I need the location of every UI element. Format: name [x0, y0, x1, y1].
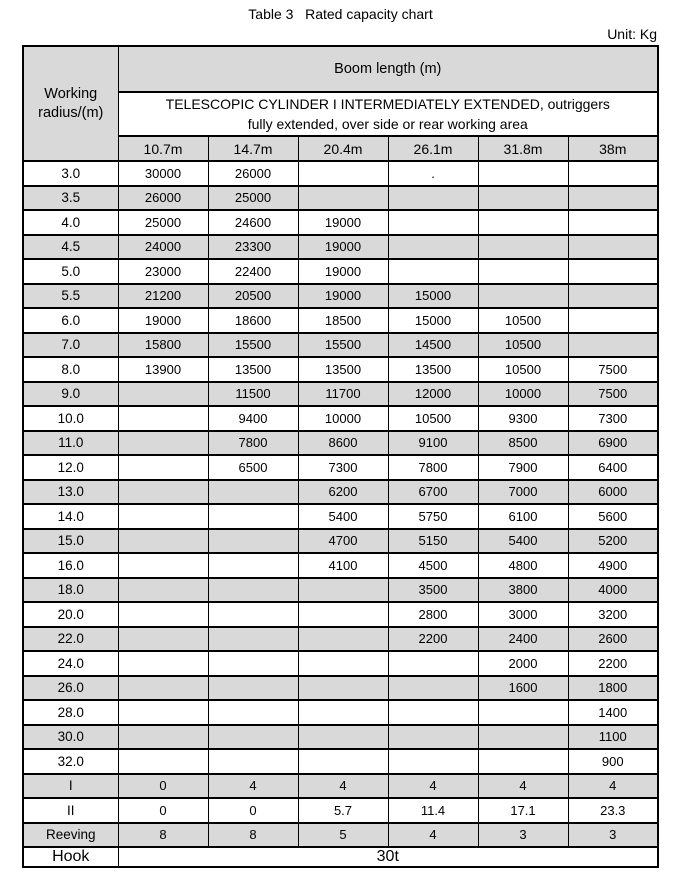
capacity-cell	[568, 210, 658, 235]
capacity-cell: 5.7	[298, 798, 388, 823]
capacity-cell	[478, 186, 568, 211]
capacity-cell	[208, 553, 298, 578]
capacity-cell: 17.1	[478, 798, 568, 823]
capacity-cell: 7900	[478, 455, 568, 480]
capacity-cell	[568, 284, 658, 309]
capacity-cell	[298, 676, 388, 701]
capacity-cell: 22400	[208, 259, 298, 284]
capacity-cell: 19000	[298, 210, 388, 235]
row-label: 5.0	[23, 259, 118, 284]
row-label: 16.0	[23, 553, 118, 578]
capacity-cell: 13500	[298, 357, 388, 382]
capacity-cell: 8	[208, 823, 298, 848]
table-row	[23, 676, 658, 701]
capacity-cell	[208, 529, 298, 554]
capacity-cell	[478, 235, 568, 260]
table-row	[23, 578, 658, 603]
capacity-cell: 5200	[568, 529, 658, 554]
unit-label: Unit: Kg	[607, 26, 657, 42]
capacity-cell	[388, 725, 478, 750]
row-label: Reeving	[23, 823, 118, 848]
capacity-cell: 24600	[208, 210, 298, 235]
capacity-cell: 30000	[118, 161, 208, 186]
table-row	[23, 823, 658, 848]
capacity-cell	[298, 749, 388, 774]
capacity-cell: 8600	[298, 431, 388, 456]
capacity-cell: 15000	[388, 308, 478, 333]
capacity-cell	[118, 382, 208, 407]
row-label: 15.0	[23, 529, 118, 554]
capacity-cell: 5400	[478, 529, 568, 554]
capacity-cell: 10500	[478, 333, 568, 358]
row-label: 12.0	[23, 455, 118, 480]
row-label: 13.0	[23, 480, 118, 505]
table-row	[23, 333, 658, 358]
capacity-cell: 1100	[568, 725, 658, 750]
capacity-cell	[118, 553, 208, 578]
capacity-cell: 4	[388, 823, 478, 848]
capacity-cell: 4	[298, 774, 388, 799]
capacity-cell	[118, 651, 208, 676]
capacity-cell: 18500	[298, 308, 388, 333]
capacity-cell: 19000	[298, 284, 388, 309]
boom-col-header-14-7: 14.7m	[208, 136, 298, 161]
capacity-cell: 0	[118, 798, 208, 823]
boom-col-header-38: 38m	[568, 136, 658, 161]
capacity-cell: 2600	[568, 627, 658, 652]
capacity-cell: 900	[568, 749, 658, 774]
table-row	[23, 161, 658, 186]
rated-capacity-table	[22, 45, 659, 868]
capacity-cell	[118, 676, 208, 701]
capacity-cell	[298, 651, 388, 676]
capacity-cell: 4	[388, 774, 478, 799]
capacity-cell: 21200	[118, 284, 208, 309]
capacity-cell	[388, 210, 478, 235]
capacity-cell: 5150	[388, 529, 478, 554]
capacity-cell: 5	[298, 823, 388, 848]
capacity-cell	[298, 700, 388, 725]
capacity-cell	[388, 676, 478, 701]
capacity-cell: 7300	[298, 455, 388, 480]
capacity-cell	[118, 700, 208, 725]
boom-col-header-31-8: 31.8m	[478, 136, 568, 161]
capacity-cell: 26000	[208, 161, 298, 186]
capacity-cell	[388, 235, 478, 260]
operating-condition-cell	[118, 92, 658, 136]
capacity-cell	[568, 186, 658, 211]
capacity-cell: 1400	[568, 700, 658, 725]
table-row	[23, 602, 658, 627]
capacity-cell: 6500	[208, 455, 298, 480]
capacity-cell: 9100	[388, 431, 478, 456]
capacity-cell: 3	[478, 823, 568, 848]
capacity-cell: 5400	[298, 504, 388, 529]
capacity-cell: 7800	[388, 455, 478, 480]
capacity-cell: 2000	[478, 651, 568, 676]
capacity-cell	[568, 161, 658, 186]
capacity-cell	[388, 259, 478, 284]
capacity-cell: 0	[208, 798, 298, 823]
condition-line-2: fully extended, over side or rear working area	[247, 116, 528, 132]
capacity-cell: 9400	[208, 406, 298, 431]
capacity-cell: 4800	[478, 553, 568, 578]
table-row	[23, 480, 658, 505]
table-row	[23, 382, 658, 407]
capacity-cell: 9300	[478, 406, 568, 431]
hook-row	[23, 847, 658, 867]
capacity-cell: 18600	[208, 308, 298, 333]
capacity-cell	[568, 333, 658, 358]
capacity-cell: 11700	[298, 382, 388, 407]
capacity-cell: 8500	[478, 431, 568, 456]
capacity-cell: 0	[118, 774, 208, 799]
row-label: 24.0	[23, 651, 118, 676]
capacity-cell	[478, 161, 568, 186]
capacity-cell	[208, 651, 298, 676]
table-row	[23, 798, 658, 823]
capacity-cell: 25000	[118, 210, 208, 235]
row-label: 20.0	[23, 602, 118, 627]
capacity-cell	[208, 480, 298, 505]
table-row	[23, 406, 658, 431]
capacity-cell: 3800	[478, 578, 568, 603]
capacity-cell	[478, 210, 568, 235]
table-row	[23, 749, 658, 774]
boom-col-header-20-4: 20.4m	[298, 136, 388, 161]
capacity-cell: 13500	[208, 357, 298, 382]
table-row	[23, 357, 658, 382]
capacity-cell	[118, 749, 208, 774]
capacity-cell: 6000	[568, 480, 658, 505]
capacity-cell: 19000	[298, 259, 388, 284]
row-label: 30.0	[23, 725, 118, 750]
capacity-cell: 4000	[568, 578, 658, 603]
capacity-cell: 15500	[298, 333, 388, 358]
capacity-cell: 7000	[478, 480, 568, 505]
capacity-cell	[388, 749, 478, 774]
capacity-cell: 13900	[118, 357, 208, 382]
capacity-cell	[118, 725, 208, 750]
capacity-cell	[298, 627, 388, 652]
capacity-cell	[118, 529, 208, 554]
capacity-cell: 4	[568, 774, 658, 799]
capacity-cell	[118, 455, 208, 480]
boom-col-header-26-1: 26.1m	[388, 136, 478, 161]
working-radius-header: Working radius/(m)	[23, 46, 118, 161]
table-row	[23, 259, 658, 284]
table-row	[23, 627, 658, 652]
hook-capacity-cell: 30t	[118, 847, 658, 867]
capacity-cell: 15800	[118, 333, 208, 358]
capacity-cell: 23300	[208, 235, 298, 260]
row-label: 22.0	[23, 627, 118, 652]
table-row	[23, 284, 658, 309]
capacity-cell	[568, 308, 658, 333]
table-row	[23, 529, 658, 554]
row-label: 8.0	[23, 357, 118, 382]
table-row	[23, 553, 658, 578]
capacity-cell: 7500	[568, 357, 658, 382]
capacity-cell	[478, 749, 568, 774]
capacity-cell: .	[388, 161, 478, 186]
capacity-cell	[208, 725, 298, 750]
row-label: 18.0	[23, 578, 118, 603]
capacity-cell: 4	[478, 774, 568, 799]
capacity-cell: 2200	[388, 627, 478, 652]
condition-line-1: TELESCOPIC CYLINDER I INTERMEDIATELY EXTENDED, outriggers	[165, 95, 610, 112]
row-label: 6.0	[23, 308, 118, 333]
capacity-cell: 4	[208, 774, 298, 799]
capacity-cell: 2800	[388, 602, 478, 627]
table-row	[23, 504, 658, 529]
capacity-cell: 12000	[388, 382, 478, 407]
capacity-cell	[118, 504, 208, 529]
header-row-boom	[23, 46, 658, 92]
capacity-cell	[478, 259, 568, 284]
capacity-cell: 7300	[568, 406, 658, 431]
capacity-cell	[118, 431, 208, 456]
capacity-cell	[208, 749, 298, 774]
capacity-cell	[208, 676, 298, 701]
boom-length-header: Boom length (m)	[118, 46, 658, 92]
capacity-cell	[118, 480, 208, 505]
capacity-cell: 10000	[478, 382, 568, 407]
capacity-cell: 3000	[478, 602, 568, 627]
table-row	[23, 774, 658, 799]
capacity-cell: 11.4	[388, 798, 478, 823]
capacity-cell: 4100	[298, 553, 388, 578]
boom-col-header-10-7: 10.7m	[118, 136, 208, 161]
capacity-cell	[298, 186, 388, 211]
capacity-cell	[118, 578, 208, 603]
capacity-cell	[208, 602, 298, 627]
capacity-cell	[568, 259, 658, 284]
capacity-cell: 7800	[208, 431, 298, 456]
capacity-cell: 24000	[118, 235, 208, 260]
capacity-cell: 19000	[118, 308, 208, 333]
row-label: I	[23, 774, 118, 799]
row-label: 3.0	[23, 161, 118, 186]
table-title: Table 3 Rated capacity chart	[248, 6, 433, 22]
table-row	[23, 235, 658, 260]
capacity-cell: 6900	[568, 431, 658, 456]
capacity-cell	[208, 504, 298, 529]
row-label: 10.0	[23, 406, 118, 431]
capacity-cell: 10500	[478, 357, 568, 382]
capacity-cell: 4500	[388, 553, 478, 578]
capacity-cell: 15000	[388, 284, 478, 309]
capacity-cell	[478, 725, 568, 750]
hook-row-label: Hook	[23, 847, 118, 867]
capacity-table-body	[23, 161, 658, 847]
header-row-condition	[23, 92, 658, 136]
capacity-cell	[388, 700, 478, 725]
capacity-cell	[208, 627, 298, 652]
capacity-cell: 3	[568, 823, 658, 848]
capacity-cell: 10500	[478, 308, 568, 333]
capacity-cell: 6100	[478, 504, 568, 529]
capacity-cell: 25000	[208, 186, 298, 211]
capacity-cell	[298, 602, 388, 627]
capacity-cell	[388, 186, 478, 211]
capacity-cell	[298, 161, 388, 186]
table-row	[23, 651, 658, 676]
table-row	[23, 308, 658, 333]
table-row	[23, 725, 658, 750]
row-label: II	[23, 798, 118, 823]
row-label: 3.5	[23, 186, 118, 211]
row-label: 4.5	[23, 235, 118, 260]
row-label: 7.0	[23, 333, 118, 358]
row-label: 9.0	[23, 382, 118, 407]
row-label: 4.0	[23, 210, 118, 235]
table-row	[23, 700, 658, 725]
capacity-cell: 13500	[388, 357, 478, 382]
capacity-cell: 20500	[208, 284, 298, 309]
capacity-cell: 23000	[118, 259, 208, 284]
capacity-cell: 19000	[298, 235, 388, 260]
capacity-cell	[208, 700, 298, 725]
capacity-cell	[388, 651, 478, 676]
table-row	[23, 186, 658, 211]
capacity-cell	[118, 627, 208, 652]
capacity-cell: 2200	[568, 651, 658, 676]
capacity-cell: 2400	[478, 627, 568, 652]
capacity-cell: 8	[118, 823, 208, 848]
capacity-cell: 6400	[568, 455, 658, 480]
row-label: 14.0	[23, 504, 118, 529]
capacity-cell	[298, 725, 388, 750]
header-row-boom-lengths	[23, 136, 658, 161]
capacity-cell: 11500	[208, 382, 298, 407]
row-label: 28.0	[23, 700, 118, 725]
capacity-cell: 1600	[478, 676, 568, 701]
capacity-cell: 4900	[568, 553, 658, 578]
row-label: 5.5	[23, 284, 118, 309]
capacity-cell	[298, 578, 388, 603]
capacity-cell: 15500	[208, 333, 298, 358]
table-row	[23, 455, 658, 480]
capacity-cell: 6700	[388, 480, 478, 505]
capacity-cell: 10000	[298, 406, 388, 431]
capacity-cell	[208, 578, 298, 603]
capacity-cell: 1800	[568, 676, 658, 701]
capacity-cell: 23.3	[568, 798, 658, 823]
capacity-cell: 26000	[118, 186, 208, 211]
row-label: 11.0	[23, 431, 118, 456]
capacity-cell	[118, 406, 208, 431]
capacity-cell	[568, 235, 658, 260]
capacity-cell	[478, 284, 568, 309]
capacity-cell: 4700	[298, 529, 388, 554]
capacity-cell: 6200	[298, 480, 388, 505]
capacity-cell: 7500	[568, 382, 658, 407]
capacity-cell	[118, 602, 208, 627]
row-label: 32.0	[23, 749, 118, 774]
capacity-cell: 3200	[568, 602, 658, 627]
capacity-cell	[478, 700, 568, 725]
table-row	[23, 431, 658, 456]
capacity-cell: 10500	[388, 406, 478, 431]
capacity-cell: 5750	[388, 504, 478, 529]
row-label: 26.0	[23, 676, 118, 701]
capacity-cell: 5600	[568, 504, 658, 529]
table-row	[23, 210, 658, 235]
capacity-cell: 3500	[388, 578, 478, 603]
capacity-cell: 14500	[388, 333, 478, 358]
